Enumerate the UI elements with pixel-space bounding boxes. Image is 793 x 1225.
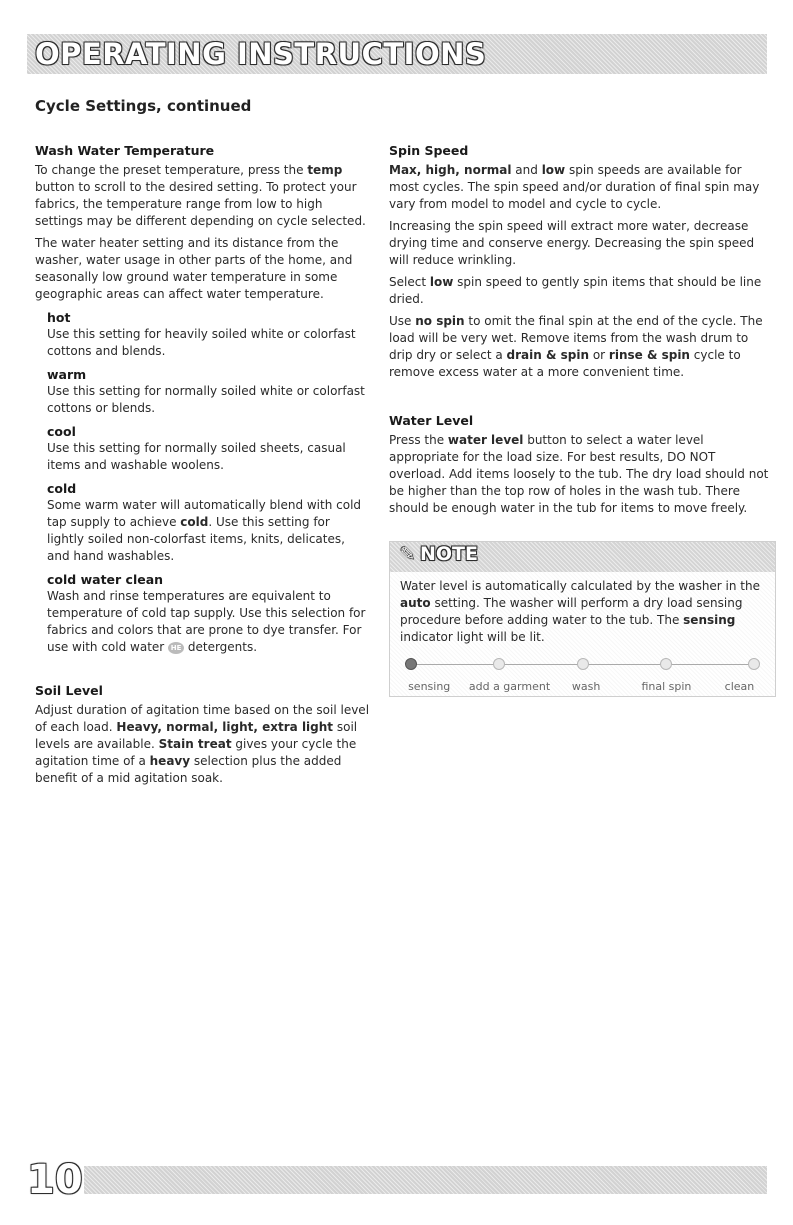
option-cold-text (47, 497, 370, 565)
wash-water-temperature-section (35, 142, 370, 656)
page-number: 10 (27, 1157, 83, 1203)
cold-term: cold (180, 515, 209, 529)
text: soil levels are available. (35, 720, 358, 751)
sensing-term: sensing (683, 613, 736, 627)
text: spin speeds are available for most cycles. The spin speed and/or duration of final spin may vary from model to model and cycle to cycle. (389, 163, 760, 211)
status-light-label: sensing (408, 680, 451, 693)
footer-bar (84, 1166, 767, 1194)
low-term: low (429, 275, 454, 289)
text: selection plus the added benefit of a mid agitation soak. (35, 754, 342, 785)
note-header (390, 542, 775, 572)
page-title: OPERATING INSTRUCTIONS (35, 37, 487, 71)
text: spin speed to gently spin items that should be line dried. (389, 275, 762, 306)
text: button to scroll to the desired setting. To protect your fabrics, the temperature range from low to high settings may be different depending on cycle selected. (35, 180, 366, 228)
drain-spin-term: drain & spin (506, 348, 589, 362)
text: or (589, 348, 609, 362)
soil-level-section (35, 682, 370, 787)
text: indicator light will be lit. (400, 630, 545, 644)
spacer (389, 386, 769, 412)
heavy-term: heavy (149, 754, 191, 768)
no-spin-term: no spin (415, 314, 465, 328)
text: detergents. (184, 640, 258, 654)
text: Use (389, 314, 416, 328)
wash-temp-paragraph-1 (35, 162, 370, 230)
spin-speed-section (389, 142, 769, 381)
status-light-label: clean (724, 680, 755, 693)
spin-speed-paragraph-4 (389, 313, 769, 381)
left-column (35, 142, 370, 792)
status-light-3 (660, 658, 672, 670)
section-heading: Cycle Settings, continued (35, 97, 252, 115)
option-warm-text: Use this setting for normally soiled white or colorfast cottons or blends. (47, 384, 365, 415)
note-box (389, 541, 776, 697)
pencil-icon: ✎ (400, 544, 416, 565)
text: . Use this setting for lightly soiled non-colorfast items, knits, delicates, and hand washables. (47, 515, 345, 563)
header-banner (27, 34, 767, 74)
text: Water level is automatically calculated by the washer in the (400, 579, 760, 593)
status-light-4 (748, 658, 760, 670)
text: Wash and rinse temperatures are equivalent to temperature of cold tap supply. Use this selection for fabrics and colors that are prone to dye transfer. For use with cold water (47, 589, 366, 654)
auto-term: auto (400, 596, 431, 610)
text: Select (389, 275, 430, 289)
stain-treat-term: Stain treat (158, 737, 232, 751)
wash-temp-paragraph-2: The water heater setting and its distance from the washer, water usage in other parts of the home, and seasonally low ground water temperature in some geographic areas can affect water temperature. (35, 236, 353, 301)
temperature-options (47, 309, 370, 656)
status-light-label: add a garment (468, 680, 551, 693)
option-hot-text: Use this setting for heavily soiled white or colorfast cottons and blends. (47, 327, 356, 358)
status-light-1 (493, 658, 505, 670)
status-light-2 (577, 658, 589, 670)
spacer (35, 656, 370, 682)
status-light-label: final spin (641, 680, 692, 693)
text: gives your cycle the agitation time of a (35, 737, 357, 768)
text: Press the (389, 433, 448, 447)
soil-levels-term: Heavy, normal, light, extra light (116, 720, 334, 734)
spin-speed-paragraph-1 (389, 162, 769, 213)
text: cycle to remove excess water at a more convenient time. (389, 348, 741, 379)
text: and (511, 163, 542, 177)
wash-temp-heading: Wash Water Temperature (35, 143, 215, 158)
option-warm-title: warm (47, 367, 87, 382)
water-level-text (389, 432, 769, 517)
he-logo-icon: HE (168, 642, 184, 654)
option-cold-water-clean-title: cold water clean (47, 572, 164, 587)
water-level-section (389, 412, 769, 517)
spin-speed-paragraph-2: Increasing the spin speed will extract more water, decrease drying time and conserve energy. Decreasing the spin speed will reduce wrinkling. (389, 219, 755, 267)
option-cool-text: Use this setting for normally soiled sheets, casual items and washable woolens. (47, 441, 346, 472)
text: Some warm water will automatically blend with cold tap supply to achieve (47, 498, 362, 529)
water-level-heading: Water Level (389, 413, 474, 428)
text: Adjust duration of agitation time based on the soil level of each load. (35, 703, 370, 734)
low-term: low (541, 163, 566, 177)
note-text (400, 578, 765, 646)
spin-speed-heading: Spin Speed (389, 143, 469, 158)
note-body (390, 572, 775, 650)
soil-level-heading: Soil Level (35, 683, 103, 698)
temp-button-term: temp (307, 163, 343, 177)
text: To change the preset temperature, press the (35, 163, 308, 177)
option-cold-water-clean-text (47, 588, 370, 656)
spin-speed-paragraph-3 (389, 274, 769, 308)
status-light-0 (405, 658, 417, 670)
soil-level-text (35, 702, 370, 787)
option-cold-title: cold (47, 481, 77, 496)
right-column (389, 142, 769, 697)
note-title: NOTE (420, 543, 478, 565)
text: setting. The washer will perform a dry load sensing procedure before adding water to the tub. The (400, 596, 743, 627)
spin-speeds-term: Max, high, normal (389, 163, 512, 177)
option-hot-title: hot (47, 310, 71, 325)
rinse-spin-term: rinse & spin (608, 348, 690, 362)
status-light-label: wash (571, 680, 601, 693)
text: button to select a water level appropriate for the load size. For best results, DO NOT overload. Add items loosely to the tub. The dry load should not be higher than the top row of holes in the wash tub. There should be enough water in the tub for items to move freely. (389, 433, 769, 515)
text: to omit the final spin at the end of the cycle. The load will be very wet. Remove items from the wash drum to drip dry or select a (389, 314, 763, 362)
option-cool-title: cool (47, 424, 76, 439)
water-level-term: water level (447, 433, 524, 447)
status-lights-diagram (400, 654, 765, 696)
